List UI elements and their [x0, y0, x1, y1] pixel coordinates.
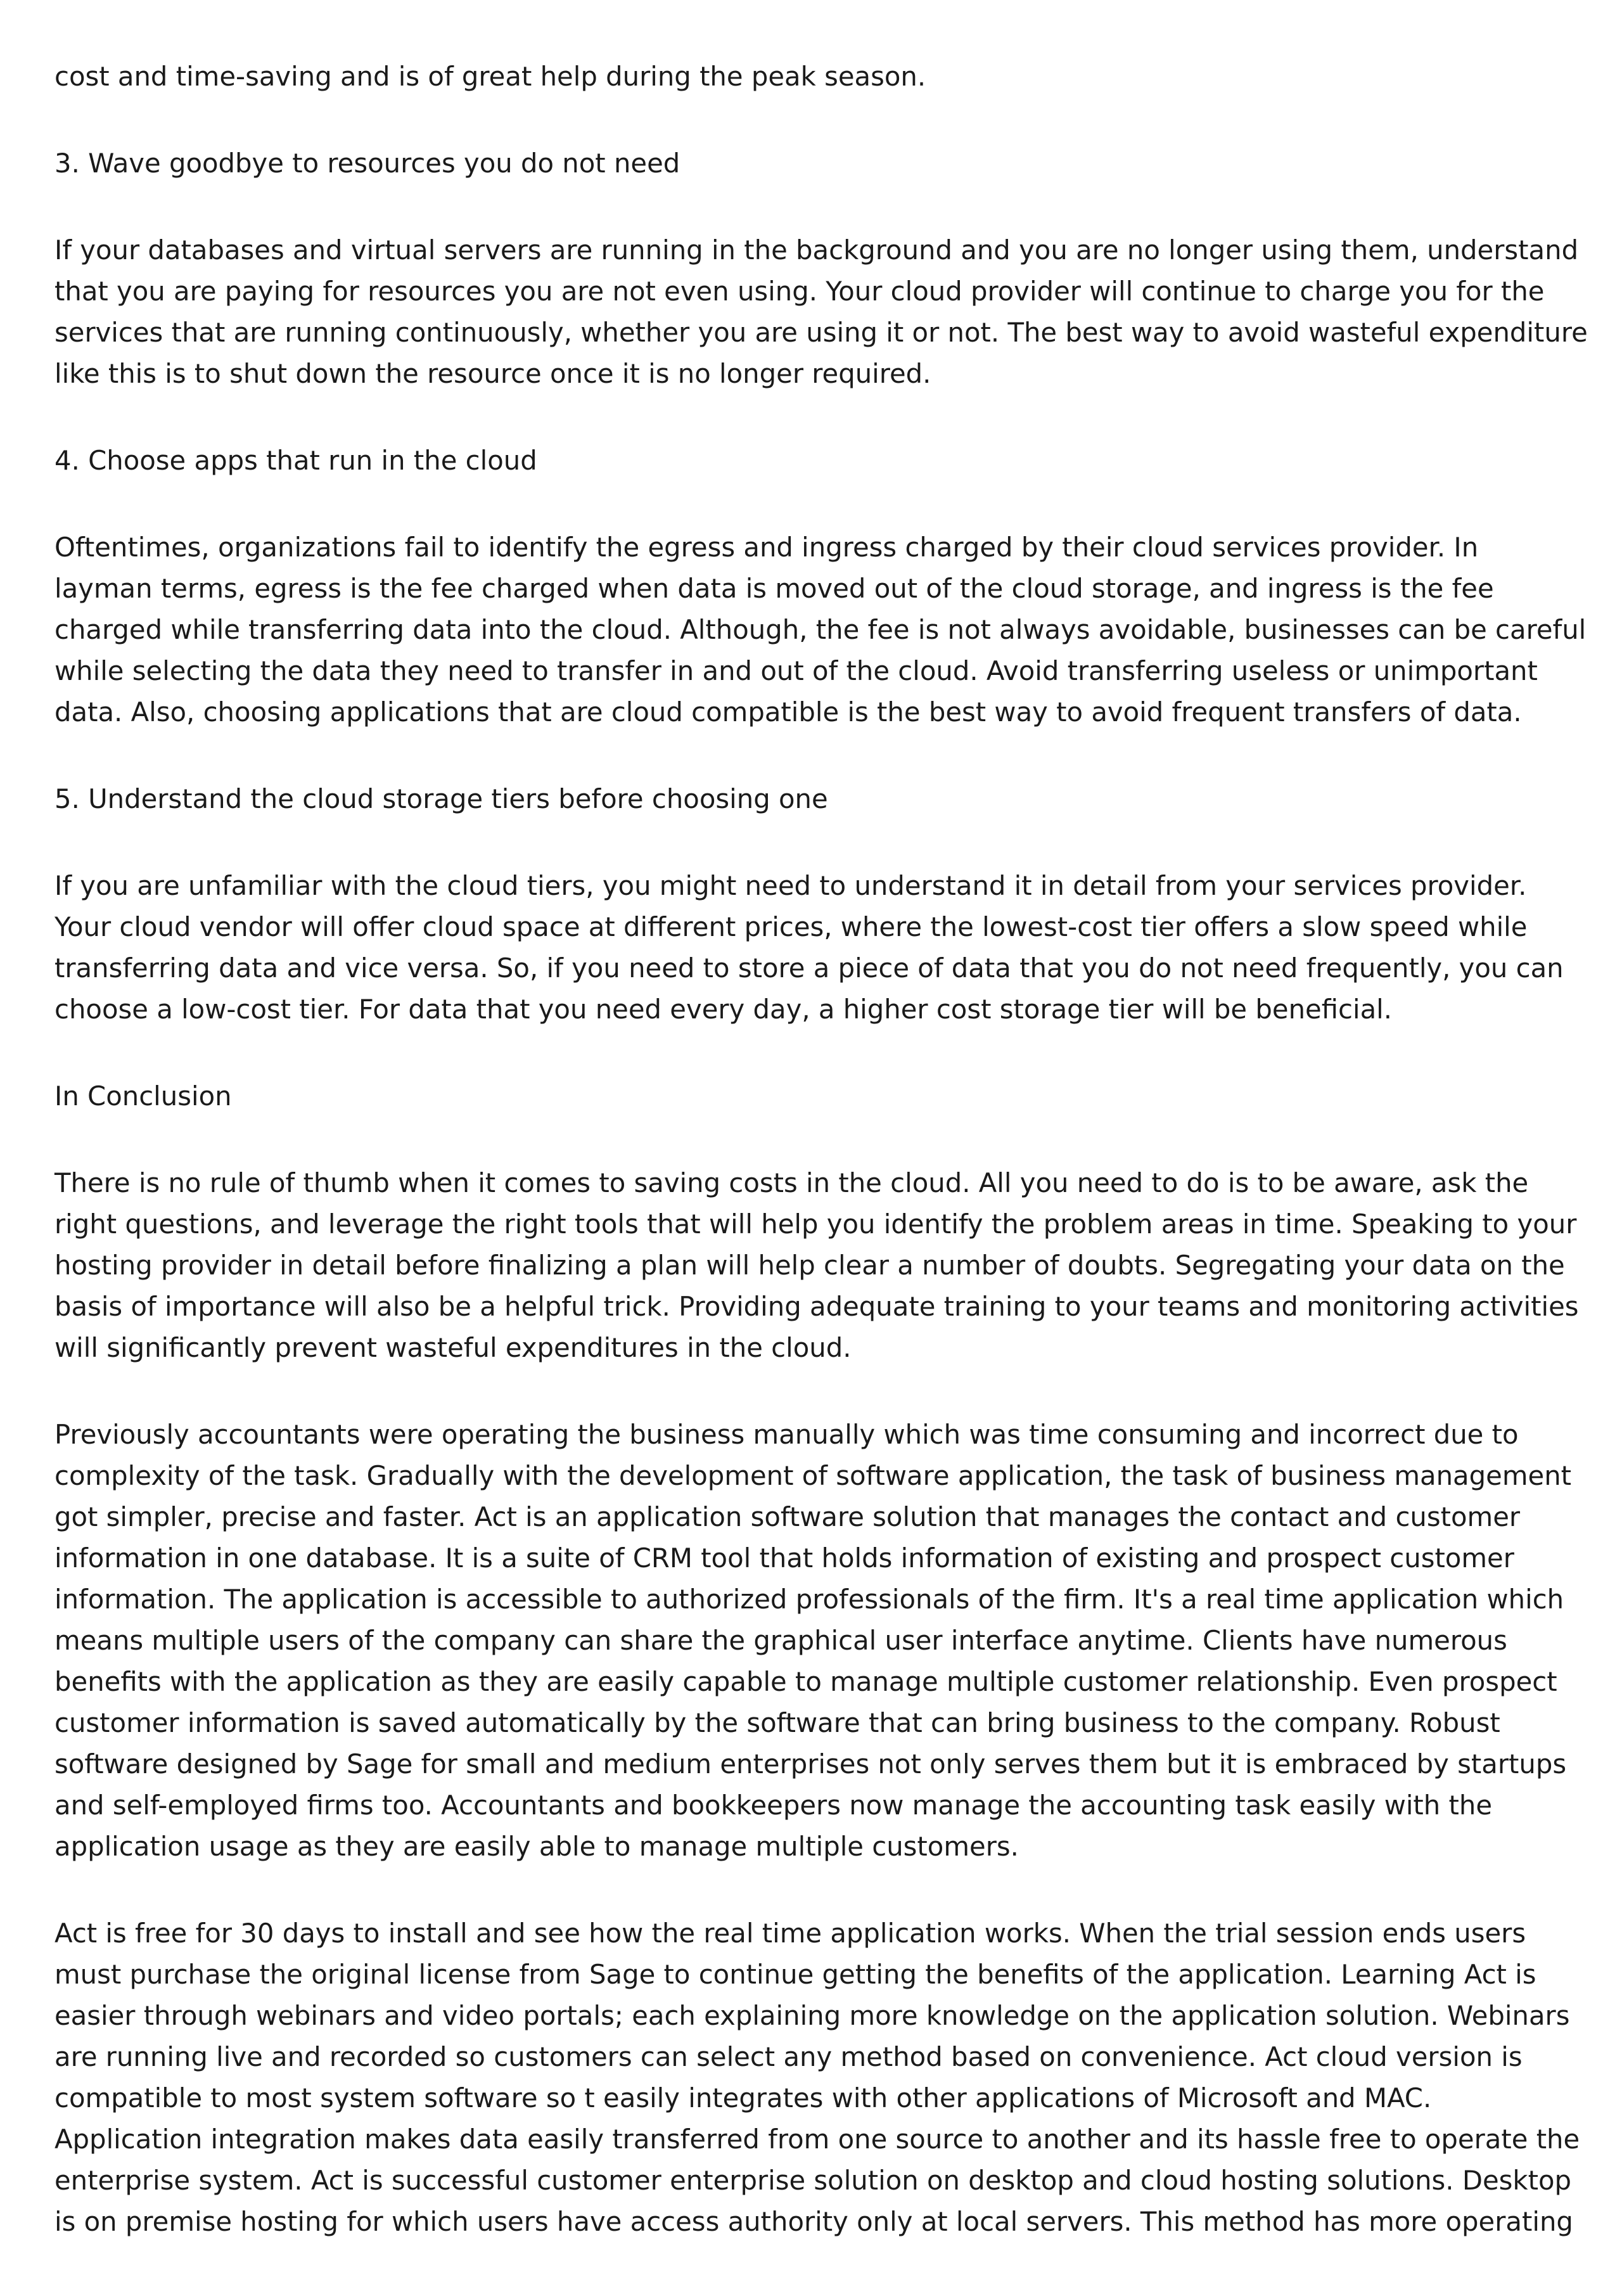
intro-fragment [54, 56, 1588, 97]
text-line: right questions, and leverage the right tools that will help you identify the problem areas in time. Speaking to your [54, 1209, 1577, 1240]
text-line: enterprise system. Act is successful customer enterprise solution on desktop and cloud hosting solutions. Desktop [54, 2165, 1571, 2196]
text-line: is on premise hosting for which users have access authority only at local servers. This method has more operating [54, 2206, 1573, 2237]
text-line: Oftentimes, organizations fail to identify the egress and ingress charged by their cloud services provider. In [54, 532, 1479, 563]
text-line: compatible to most system software so t easily integrates with other applications of Microsoft and MAC. [54, 2082, 1432, 2113]
heading-choose-apps [54, 440, 1588, 481]
text-line: while selecting the data they need to transfer in and out of the cloud. Avoid transferring useless or unimportant [54, 655, 1538, 686]
text-line: must purchase the original license from Sage to continue getting the benefits of the application. Learning Act is [54, 1959, 1536, 1990]
text-line: In Conclusion [54, 1081, 232, 1112]
text-line: charged while transferring data into the cloud. Although, the fee is not always avoidable, businesses can be careful [54, 614, 1587, 645]
text-line: basis of importance will also be a helpful trick. Providing adequate training to your teams and monitoring activities [54, 1291, 1579, 1322]
document-page [54, 56, 1588, 2288]
heading-storage-tiers [54, 778, 1588, 819]
text-line: If you are unfamiliar with the cloud tiers, you might need to understand it in detail from your services provider. [54, 870, 1527, 901]
paragraph-act-crm [54, 1414, 1588, 1867]
paragraph-unused-resources [54, 229, 1588, 394]
text-line: are running live and recorded so customers can select any method based on convenience. Act cloud version is [54, 2041, 1523, 2072]
paragraph-act-trial [54, 1913, 1588, 2242]
text-line: choose a low-cost tier. For data that you need every day, a higher cost storage tier will be beneficial. [54, 994, 1393, 1025]
text-line: and self-employed firms too. Accountants and bookkeepers now manage the accounting task easily with the [54, 1790, 1493, 1821]
text-line: 4. Choose apps that run in the cloud [54, 445, 537, 476]
text-line: complexity of the task. Gradually with the development of software application, the task of business management [54, 1460, 1572, 1491]
text-line: services that are running continuously, whether you are using it or not. The best way to avoid wasteful expenditure [54, 317, 1588, 348]
text-line: hosting provider in detail before finalizing a plan will help clear a number of doubts. Segregating your data on the [54, 1250, 1565, 1281]
text-line: There is no rule of thumb when it comes to saving costs in the cloud. All you need to do is to be aware, ask the [54, 1167, 1529, 1198]
text-line: layman terms, egress is the fee charged when data is moved out of the cloud storage, and ingress is the fee [54, 573, 1494, 604]
text-line: Act is free for 30 days to install and see how the real time application works. When the trial session ends users [54, 1918, 1526, 1949]
heading-conclusion [54, 1075, 1588, 1117]
heading-wave-goodbye [54, 143, 1588, 184]
text-line: got simpler, precise and faster. Act is an application software solution that manages the contact and customer [54, 1501, 1521, 1532]
text-line: means multiple users of the company can share the graphical user interface anytime. Clients have numerous [54, 1625, 1507, 1656]
text-line: 5. Understand the cloud storage tiers before choosing one [54, 783, 828, 814]
text-line: that you are paying for resources you are not even using. Your cloud provider will continue to charge you for the [54, 276, 1545, 307]
text-line: easier through webinars and video portals; each explaining more knowledge on the application solution. Webinars [54, 2000, 1570, 2031]
text-line: software designed by Sage for small and medium enterprises not only serves them but it is embraced by startups [54, 1748, 1567, 1780]
text-line: cost and time-saving and is of great help during the peak season. [54, 61, 926, 92]
paragraph-storage-tiers [54, 865, 1588, 1030]
text-line: Your cloud vendor will offer cloud space at different prices, where the lowest-cost tier offers a slow speed while [54, 911, 1528, 942]
text-line: If your databases and virtual servers are running in the background and you are no longer using them, understand [54, 234, 1579, 266]
text-line: application usage as they are easily able to manage multiple customers. [54, 1831, 1019, 1862]
text-line: will significantly prevent wasteful expenditures in the cloud. [54, 1332, 852, 1363]
text-line: like this is to shut down the resource once it is no longer required. [54, 358, 931, 389]
paragraph-conclusion [54, 1162, 1588, 1368]
text-line: transferring data and vice versa. So, if you need to store a piece of data that you do not need frequently, you can [54, 952, 1564, 984]
text-line: Previously accountants were operating the business manually which was time consuming and incorrect due to [54, 1419, 1519, 1450]
paragraph-egress-ingress [54, 527, 1588, 733]
text-line: 3. Wave goodbye to resources you do not need [54, 148, 680, 179]
text-line: information. The application is accessible to authorized professionals of the firm. It's a real time application which [54, 1584, 1564, 1615]
text-line: Application integration makes data easily transferred from one source to another and its hassle free to operate the [54, 2124, 1580, 2155]
text-line: customer information is saved automatically by the software that can bring business to the company. Robust [54, 1707, 1500, 1738]
text-line: benefits with the application as they are easily capable to manage multiple customer relationship. Even prospect [54, 1666, 1557, 1697]
text-line: information in one database. It is a suite of CRM tool that holds information of existing and prospect customer [54, 1542, 1514, 1574]
text-line: data. Also, choosing applications that are cloud compatible is the best way to avoid frequent transfers of data. [54, 696, 1522, 728]
